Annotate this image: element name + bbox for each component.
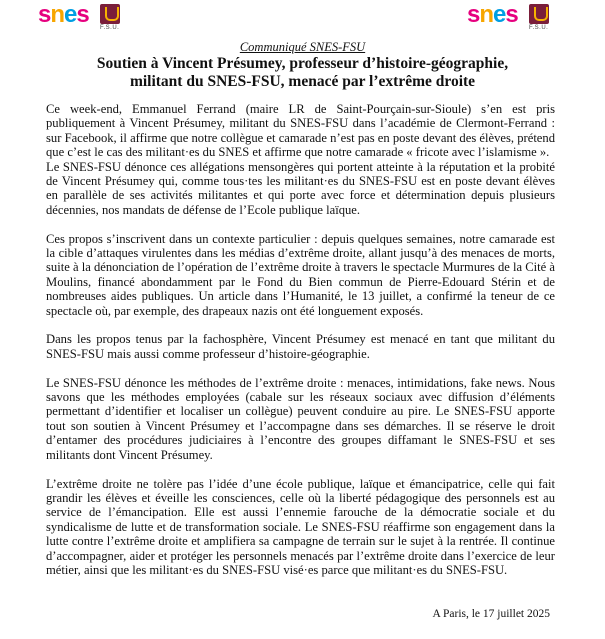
title-line-2: militant du SNES-FSU, menacé par l’extrême droite (129, 73, 476, 90)
paragraph-text: Dans les propos tenus par la fachosphère, Vincent Présumey est menacé en tant que militant du SNES-FSU mais aussi comme professeur d’histoire-géographie. (46, 332, 555, 361)
document-title (40, 55, 565, 91)
paragraph-3 (46, 332, 555, 361)
paragraph-4 (46, 376, 555, 462)
title-line-1: Soutien à Vincent Présumey, professeur d’histoire-géographie, (96, 55, 509, 72)
paragraph-text: Ce week-end, Emmanuel Ferrand (maire LR de Saint-Pourçain-sur-Sioule) s’en est pris publiquement à Vincent Présumey, militant du SNES-FSU dans l’académie de Clermont-Ferrand : sur Facebook, il affirme que notre collègue et camarade n’est pas en poste devant des élèves, prétend que c’est le cas des militant·es du SNES et affirme que notre camarade « fricote avec l’islamisme ». (46, 102, 555, 160)
paragraph-text: L’extrême droite ne tolère pas l’idée d’une école publique, laïque et émancipatrice, celle qui fait grandir les élèves et éveille les consciences, celle où la liberté pédagogique des personnels est au service de l’émancipation. Elle est aussi l’ennemie farouche de la démocratie sociale et du syndicalisme de lutte et de transformation sociale. Le SNES-FSU réaffirme son engagement dans la lutte contre l’extrême droite et amplifiera sa campagne de terrain sur le sujet à la rentrée. Il continue d’accompagner, aider et protéger les personnels menacés par l’extrême droite dans l’exercice de leur métier, ainsi que les militant·es du SNES-FSU visé·es parce que militant·es du SNES-FSU. (46, 476, 555, 577)
signoff: A Paris, le 17 juillet 2025 (432, 608, 550, 620)
snes-wordmark: snes (467, 1, 518, 28)
document-header (40, 40, 565, 91)
document-body (46, 102, 555, 592)
snes-wordmark: snes (38, 1, 89, 28)
paragraph-5 (46, 477, 555, 578)
fsu-emblem-icon (529, 4, 549, 24)
paragraph-text: Le SNES-FSU dénonce ces allégations mensongères qui portent atteinte à la réputation et la probité de Vincent Présumey qui, comme tous·tes les militant·es du SNES-FSU est en poste devant élèves en parallèle de ses activités militantes et qui porte avec force et détermination depuis plusieurs décennies, nos mandats de défense de l’Ecole publique laïque. (46, 159, 555, 217)
paragraph-text: Ces propos s’inscrivent dans un contexte particulier : depuis quelques semaines, notre camarade est la cible d’attaques virulentes dans les médias d’extrême droite, allant jusqu’à des menaces de morts, suite à la dénonciation de l’opération de l’extrême droite à travers le spectacle Murmures de la Cité à Moulins, financé abondamment par le Fond du Bien commun de Pierre-Edouard Stérin et de nombreuses aides publiques. Un article dans l’Humanité, le 13 juillet, a confirmé la teneur de ce spectacle où, par exemple, des drapeaux nazis ont été longuement exposés. (46, 231, 555, 318)
snes-fsu-logo-left (38, 1, 122, 34)
fsu-label: F.S.U. (100, 25, 120, 31)
document-kicker: Communiqué SNES-FSU (239, 40, 366, 54)
fsu-label: F.S.U. (529, 25, 549, 31)
paragraph-1 (46, 102, 555, 217)
paragraph-text: Le SNES-FSU dénonce les méthodes de l’extrême droite : menaces, intimidations, fake news. Nous savons que les méthodes employées (cabale sur les réseaux sociaux avec diffusion d’éléments permettant d’identifier et localiser un collègue) peuvent conduire au pire. Le SNES-FSU apporte tout son soutien à Vincent Présumey et l’accompagne dans ses démarches. Il se réserve le droit d’entamer des procédures judiciaires à l’encontre des groupes diffamant le SNES-FSU et ses militants dont Vincent Présumey. (46, 375, 555, 462)
snes-fsu-logo-right (467, 1, 551, 34)
paragraph-2 (46, 232, 555, 318)
fsu-emblem-icon (100, 4, 120, 24)
